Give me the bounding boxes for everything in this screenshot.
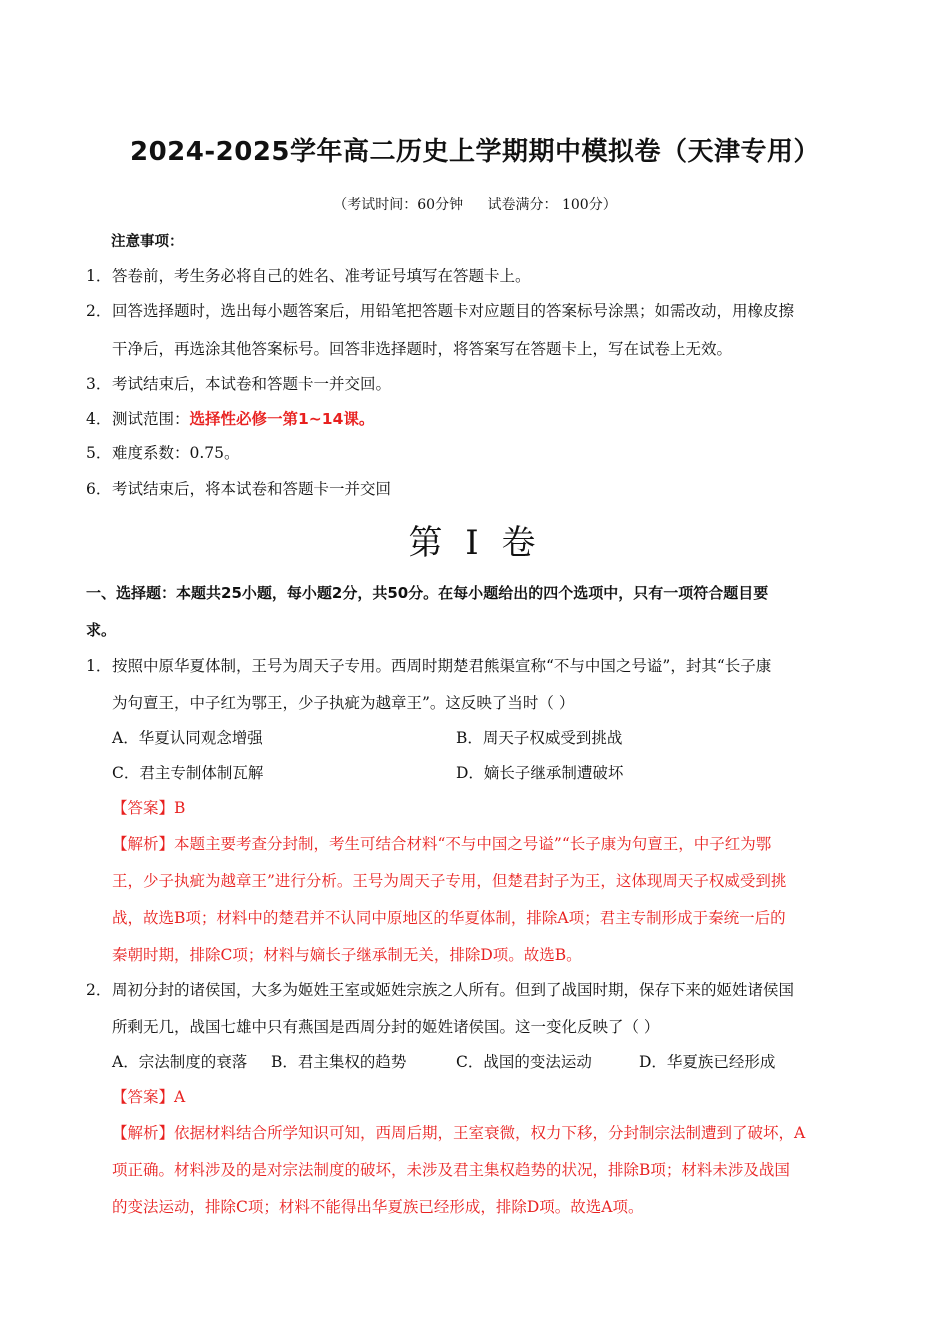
note-text: 考试结束后，本试卷和答题卡一并交回。 — [112, 375, 392, 393]
note-text-continued: 干净后，再选涂其他答案标号。回答非选择题时，将答案写在答题卡上，写在试卷上无效。 — [112, 340, 733, 358]
question-1-stem-continued: 为句亶王，中子红为鄂王，少子执疵为越章王”。这反映了当时（ ） — [112, 694, 575, 712]
note-text: 回答选择题时，选出每小题答案后，用铅笔把答题卡对应题目的答案标号涂黑；如需改动，用橡皮擦 — [112, 302, 795, 320]
question-1-analysis: 王，少子执疵为越章王”进行分析。王号为周天子专用，但楚君封子为王，这体现周天子权威受到挑 — [112, 872, 787, 890]
question-2-stem — [86, 978, 794, 1000]
note-number: 4． — [86, 410, 112, 428]
part-one-heading: 一、选择题：本题共25小题，每小题2分，共50分。在每小题给出的四个选项中，只有一项符合题目要 — [86, 584, 769, 602]
test-scope-highlight: 选择性必修一第1~14课。 — [189, 410, 375, 428]
note-text: 测试范围： — [112, 410, 190, 428]
note-number: 2． — [86, 302, 112, 320]
part-one-heading-continued: 求。 — [86, 621, 117, 639]
exam-info — [0, 194, 950, 214]
note-item — [86, 264, 531, 286]
question-1-option-b[interactable]: B．周天子权威受到挑战 — [456, 729, 623, 747]
note-text: 难度系数：0.75。 — [112, 444, 240, 462]
question-text: 周初分封的诸侯国，大多为姬姓王室或姬姓宗族之人所有。但到了战国时期，保存下来的姬姓诸侯国 — [112, 981, 795, 999]
question-2-analysis: 的变法运动，排除C项；材料不能得出华夏族已经形成，排除D项。故选A项。 — [112, 1198, 644, 1216]
notes-heading: 注意事项： — [111, 234, 184, 250]
question-1-analysis: 战，故选B项；材料中的楚君并不认同中原地区的华夏体制，排除A项；君主专制形成于秦统一后的 — [112, 909, 786, 927]
question-1-analysis: 【解析】本题主要考查分封制，考生可结合材料“不与中国之号谥”“长子康为句亶王，中子红为鄂 — [112, 835, 772, 853]
question-1-option-d[interactable]: D．嫡长子继承制遭破坏 — [456, 764, 624, 782]
note-number: 5． — [86, 444, 112, 462]
question-2-analysis: 【解析】依据材料结合所学知识可知，西周后期，王室衰微，权力下移，分封制宗法制遭到了破坏，A — [112, 1124, 806, 1142]
note-item — [86, 407, 374, 429]
question-1-answer: 【答案】B — [112, 799, 186, 817]
note-number: 3． — [86, 375, 112, 393]
question-2-stem-continued: 所剩无几，战国七雄中只有燕国是西周分封的姬姓诸侯国。这一变化反映了（ ） — [112, 1018, 660, 1036]
note-item — [86, 441, 240, 463]
note-item — [86, 372, 391, 394]
question-1-stem — [86, 654, 771, 676]
exam-time: （考试时间：60分钟 — [333, 197, 464, 213]
exam-score: 试卷满分： 100分） — [487, 197, 617, 213]
question-number: 2． — [86, 981, 112, 999]
question-2-option-a[interactable]: A．宗法制度的衰落 — [112, 1053, 248, 1071]
question-2-answer: 【答案】A — [112, 1088, 186, 1106]
note-number: 1． — [86, 267, 112, 285]
question-2-option-c[interactable]: C．战国的变法运动 — [456, 1053, 592, 1071]
note-item — [86, 477, 391, 499]
question-1-option-a[interactable]: A．华夏认同观念增强 — [112, 729, 263, 747]
note-text: 考试结束后，将本试卷和答题卡一并交回 — [112, 480, 392, 498]
note-item — [86, 299, 794, 321]
question-1-option-c[interactable]: C．君主专制体制瓦解 — [112, 764, 264, 782]
note-text: 答卷前，考生务必将自己的姓名、准考证号填写在答题卡上。 — [112, 267, 531, 285]
question-2-analysis: 项正确。材料涉及的是对宗法制度的破坏，未涉及君主集权趋势的状况，排除B项；材料未涉及战国 — [112, 1161, 790, 1179]
question-2-option-b[interactable]: B．君主集权的趋势 — [271, 1053, 407, 1071]
question-1-analysis: 秦朝时期，排除C项；材料与嫡长子继承制无关，排除D项。故选B。 — [112, 946, 582, 964]
question-number: 1． — [86, 657, 112, 675]
question-2-option-d[interactable]: D．华夏族已经形成 — [639, 1053, 776, 1071]
section-title: 第 I 卷 — [408, 523, 542, 563]
note-number: 6． — [86, 480, 112, 498]
question-text: 按照中原华夏体制，王号为周天子专用。西周时期楚君熊渠宣称“不与中国之号谥”，封其“长子康 — [112, 657, 772, 675]
page-title: 2024-2025学年高二历史上学期期中模拟卷（天津专用） — [129, 137, 821, 167]
